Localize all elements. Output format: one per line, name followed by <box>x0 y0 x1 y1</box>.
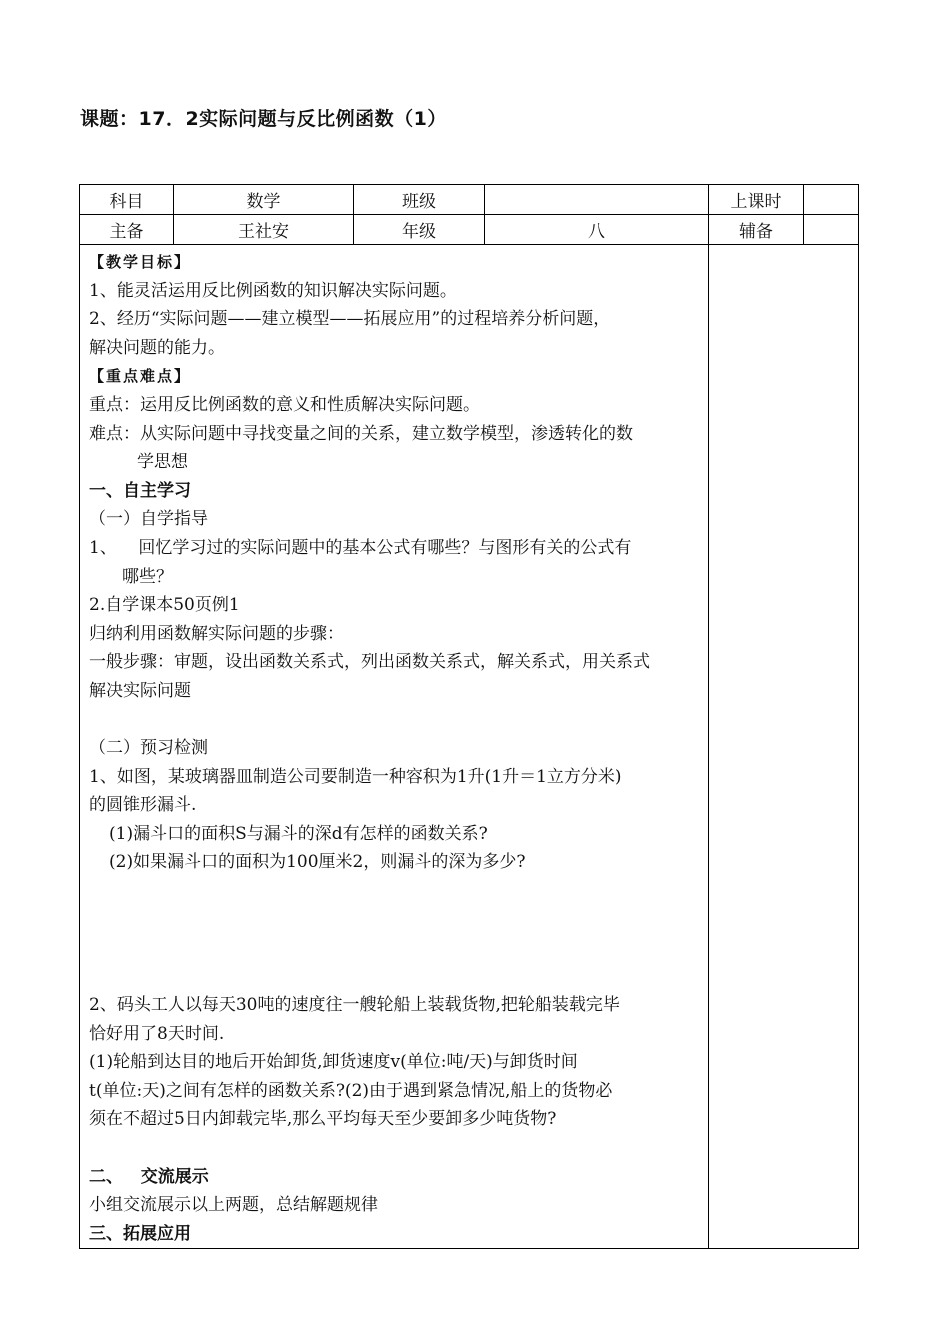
item-1-line-2: 哪些？ <box>122 566 173 587</box>
question-1-line-2: 的圆锥形漏斗. <box>89 795 197 816</box>
notes-column <box>709 245 859 1249</box>
label-main-preparer: 主备 <box>80 215 174 245</box>
answer-space <box>89 877 700 991</box>
question-1-part-2: (2)如果漏斗口的面积为100厘米2，则漏斗的深为多少? <box>109 852 526 873</box>
value-lesson-time <box>804 185 859 215</box>
goal-1: 1、能灵活运用反比例函数的知识解决实际问题。 <box>89 280 457 301</box>
value-main-preparer: 王社安 <box>174 215 354 245</box>
table-row-subject <box>80 185 859 215</box>
question-2-line-5: 须在不超过5日内卸载完毕,那么平均每天至少要卸多少吨货物? <box>89 1109 557 1130</box>
question-2-line-1: 2、码头工人以每天30吨的速度往一艘轮船上装载货物,把轮船装载完毕 <box>89 995 620 1016</box>
lesson-content <box>80 245 708 1248</box>
section-extension: 三、拓展应用 <box>89 1223 191 1244</box>
subsection-guidance: （一）自学指导 <box>89 509 208 530</box>
value-class <box>485 185 709 215</box>
steps-line-2: 解决实际问题 <box>89 680 191 701</box>
label-class: 班级 <box>354 185 485 215</box>
table-row-preparer <box>80 215 859 245</box>
section-exchange: 二、 交流展示 <box>89 1166 209 1187</box>
value-subject: 数学 <box>174 185 354 215</box>
question-1-line-1: 1、如图，某玻璃器皿制造公司要制造一种容积为1升(1升＝1立方分米) <box>89 766 622 787</box>
spacer <box>89 706 700 735</box>
section-self-study: 一、自主学习 <box>89 480 191 501</box>
goal-2-line-1: 2、经历“实际问题——建立模型——拓展应用”的过程培养分析问题， <box>89 309 611 330</box>
difficulty-line-1: 难点：从实际问题中寻找变量之间的关系，建立数学模型，渗透转化的数 <box>89 423 633 444</box>
key-points-heading: 【重点难点】 <box>89 367 192 386</box>
value-grade: 八 <box>485 215 709 245</box>
question-1-part-1: (1)漏斗口的面积S与漏斗的深d有怎样的函数关系? <box>109 823 488 844</box>
item-2: 2.自学课本50页例1 <box>89 595 240 616</box>
question-2-line-3: (1)轮船到达目的地后开始卸货,卸货速度v(单位:吨/天)与卸货时间 <box>89 1052 578 1073</box>
lesson-content-cell <box>80 245 709 1249</box>
subsection-preview-check: （二）预习检测 <box>89 738 208 759</box>
table-row-content <box>80 245 859 1249</box>
label-subject: 科目 <box>80 185 174 215</box>
difficulty-line-2: 学思想 <box>137 452 188 473</box>
lesson-title: 课题：17．2实际问题与反比例函数（1） <box>80 108 447 130</box>
question-2-line-2: 恰好用了8天时间. <box>89 1023 225 1044</box>
spacer <box>89 1134 700 1163</box>
label-assistant-preparer: 辅备 <box>709 215 804 245</box>
section-exchange-text: 小组交流展示以上两题，总结解题规律 <box>89 1195 378 1216</box>
value-assistant-preparer <box>804 215 859 245</box>
question-2-line-4: t(单位:天)之间有怎样的函数关系?(2)由于遇到紧急情况,船上的货物必 <box>89 1080 613 1101</box>
key-point: 重点：运用反比例函数的意义和性质解决实际问题。 <box>89 394 480 415</box>
label-lesson-time: 上课时 <box>709 185 804 215</box>
item-1-line-1: 1、 回忆学习过的实际问题中的基本公式有哪些？与图形有关的公式有 <box>89 537 632 558</box>
label-grade: 年级 <box>354 215 485 245</box>
lesson-plan-table <box>79 184 859 1249</box>
summary-prompt: 归纳利用函数解实际问题的步骤： <box>89 623 344 644</box>
goal-2-line-2: 解决问题的能力。 <box>89 337 225 358</box>
steps-line-1: 一般步骤：审题，设出函数关系式，列出函数关系式，解关系式，用关系式 <box>89 652 650 673</box>
goals-heading: 【教学目标】 <box>89 253 192 271</box>
